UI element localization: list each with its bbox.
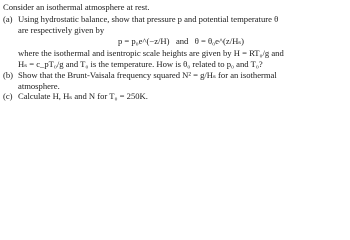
part-b-label: (b): [3, 69, 14, 80]
part-a-line-3: where the isothermal and isentropic scale heights are given by H = RT₀/g and: [18, 48, 284, 59]
part-c-body: [18, 91, 344, 102]
part-b-body: [18, 70, 344, 92]
part-a: [3, 14, 344, 70]
part-a-line-1: Using hydrostatic balance, show that pressure p and potential temperature θ: [18, 13, 279, 24]
part-c-label: (c): [3, 91, 13, 102]
part-b-line-1: Show that the Brunt-Vaisala frequency squared N² = g/Hₛ for an isothermal: [18, 69, 277, 80]
part-a-equation-line: [18, 36, 344, 47]
part-c: [3, 91, 344, 102]
part-a-body: [18, 14, 344, 70]
part-b: [3, 70, 344, 92]
part-a-line-4: Hₛ = c_pT₀/g and T₀ is the temperature. How is θ₀ related to p₀ and T₀?: [18, 58, 263, 69]
problem-intro: Consider an isothermal atmosphere at rest.: [3, 2, 150, 12]
part-a-label: (a): [3, 13, 13, 24]
part-b-line-2: atmosphere.: [18, 80, 60, 91]
part-a-equation: p = p₀e^(−z/H) and θ = θ₀e^(z/Hₛ): [117, 36, 245, 47]
part-c-line-1: Calculate H, Hₛ and N for T₀ = 250K.: [18, 91, 148, 102]
part-a-line-2: are respectively given by: [18, 24, 105, 35]
